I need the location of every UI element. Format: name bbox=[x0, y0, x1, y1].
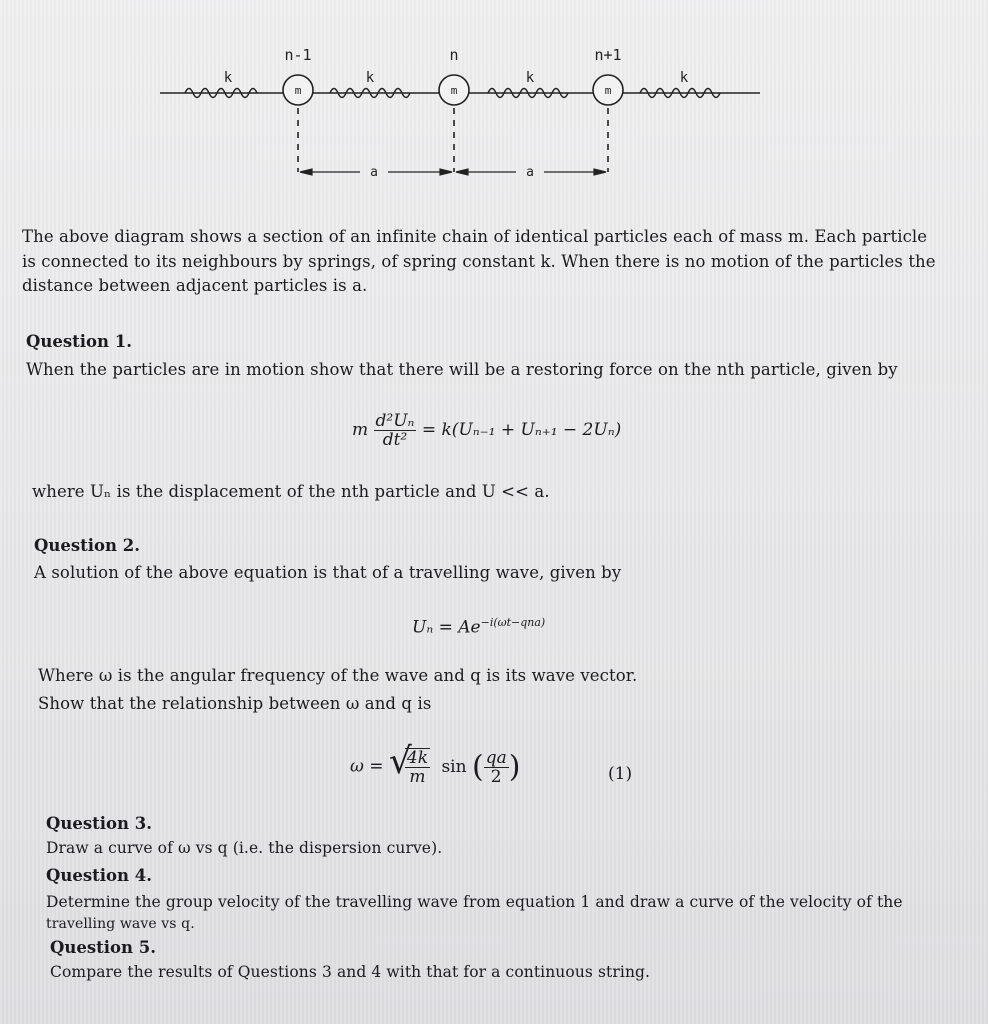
q1-eq-m: m bbox=[352, 420, 369, 440]
sqrt-icon: √ bbox=[388, 741, 412, 782]
intro-line-2: is connected to its neighbours by springs, of spring constant k. When there is no motion of the particles the bbox=[22, 252, 936, 271]
q2-rel-arg-fraction bbox=[484, 749, 509, 786]
q2-eq-lhs: Uₙ = Ae bbox=[412, 617, 481, 638]
q2-equation bbox=[412, 616, 545, 638]
q3-title: Question 3. bbox=[46, 814, 153, 833]
right-paren-icon: ) bbox=[508, 749, 521, 785]
q2-rel-lhs: ω = bbox=[350, 756, 384, 777]
q2-rel-sqrt-den: m bbox=[409, 767, 426, 787]
spring-k-1: k bbox=[223, 70, 233, 86]
q1-where: where Uₙ is the displacement of the nth particle and U << a. bbox=[32, 482, 550, 501]
q2-rel-sqrt bbox=[388, 741, 430, 787]
mass-label-2: m bbox=[450, 84, 458, 97]
q4-line-1: Determine the group velocity of the travelling wave from equation 1 and draw a curve of the velocity of the bbox=[46, 893, 903, 911]
q1-eq-fraction bbox=[374, 412, 417, 449]
mass-label-1: m bbox=[294, 84, 302, 97]
q1-equation bbox=[352, 412, 621, 449]
q1-eq-rhs: = k(Uₙ₋₁ + Uₙ₊₁ − 2Uₙ) bbox=[421, 420, 622, 440]
q2-rel-sqrt-num: 4k bbox=[406, 748, 429, 768]
q2-relation bbox=[350, 741, 521, 787]
spacing-label-1: a bbox=[370, 165, 378, 180]
q2-text: A solution of the above equation is that of a travelling wave, given by bbox=[34, 563, 622, 582]
q3-text: Draw a curve of ω vs q (i.e. the dispersion curve). bbox=[46, 839, 443, 857]
spring-k-2: k bbox=[365, 70, 375, 86]
q2-show: Show that the relationship between ω and q is bbox=[38, 694, 432, 713]
q2-rel-sin: sin bbox=[441, 756, 467, 777]
q1-eq-denominator: dt² bbox=[382, 430, 408, 450]
q4-line-2: travelling wave vs q. bbox=[46, 916, 195, 932]
q1-title: Question 1. bbox=[26, 332, 133, 351]
q2-rel-arg-den: 2 bbox=[490, 766, 502, 787]
intro-line-3: distance between adjacent particles is a. bbox=[22, 276, 368, 295]
intro-line-1: The above diagram shows a section of an infinite chain of identical particles each of mass m. Each particle bbox=[22, 227, 928, 246]
q2-eq-number: (1) bbox=[608, 764, 633, 784]
q1-text: When the particles are in motion show that there will be a restoring force on the nth particle, given by bbox=[26, 360, 898, 379]
spring-k-3: k bbox=[525, 70, 535, 86]
left-paren-icon: ( bbox=[471, 749, 484, 785]
label-n-plus-1: n+1 bbox=[594, 46, 622, 64]
spacing-label-2: a bbox=[526, 165, 534, 180]
label-n: n bbox=[449, 46, 459, 64]
label-n-minus-1: n-1 bbox=[284, 46, 312, 64]
q5-title: Question 5. bbox=[50, 938, 157, 957]
spring-k-4: k bbox=[679, 70, 689, 86]
q2-title: Question 2. bbox=[34, 536, 141, 555]
q5-text: Compare the results of Questions 3 and 4 with that for a continuous string. bbox=[50, 963, 651, 981]
q2-eq-exponent: −i(ωt−qna) bbox=[480, 616, 546, 629]
q2-where: Where ω is the angular frequency of the wave and q is its wave vector. bbox=[38, 666, 638, 685]
chain-diagram bbox=[0, 0, 988, 200]
mass-label-3: m bbox=[604, 84, 612, 97]
q4-title: Question 4. bbox=[46, 866, 153, 885]
q2-rel-arg-num: qa bbox=[485, 747, 507, 768]
q1-eq-numerator: d²Uₙ bbox=[375, 411, 415, 431]
